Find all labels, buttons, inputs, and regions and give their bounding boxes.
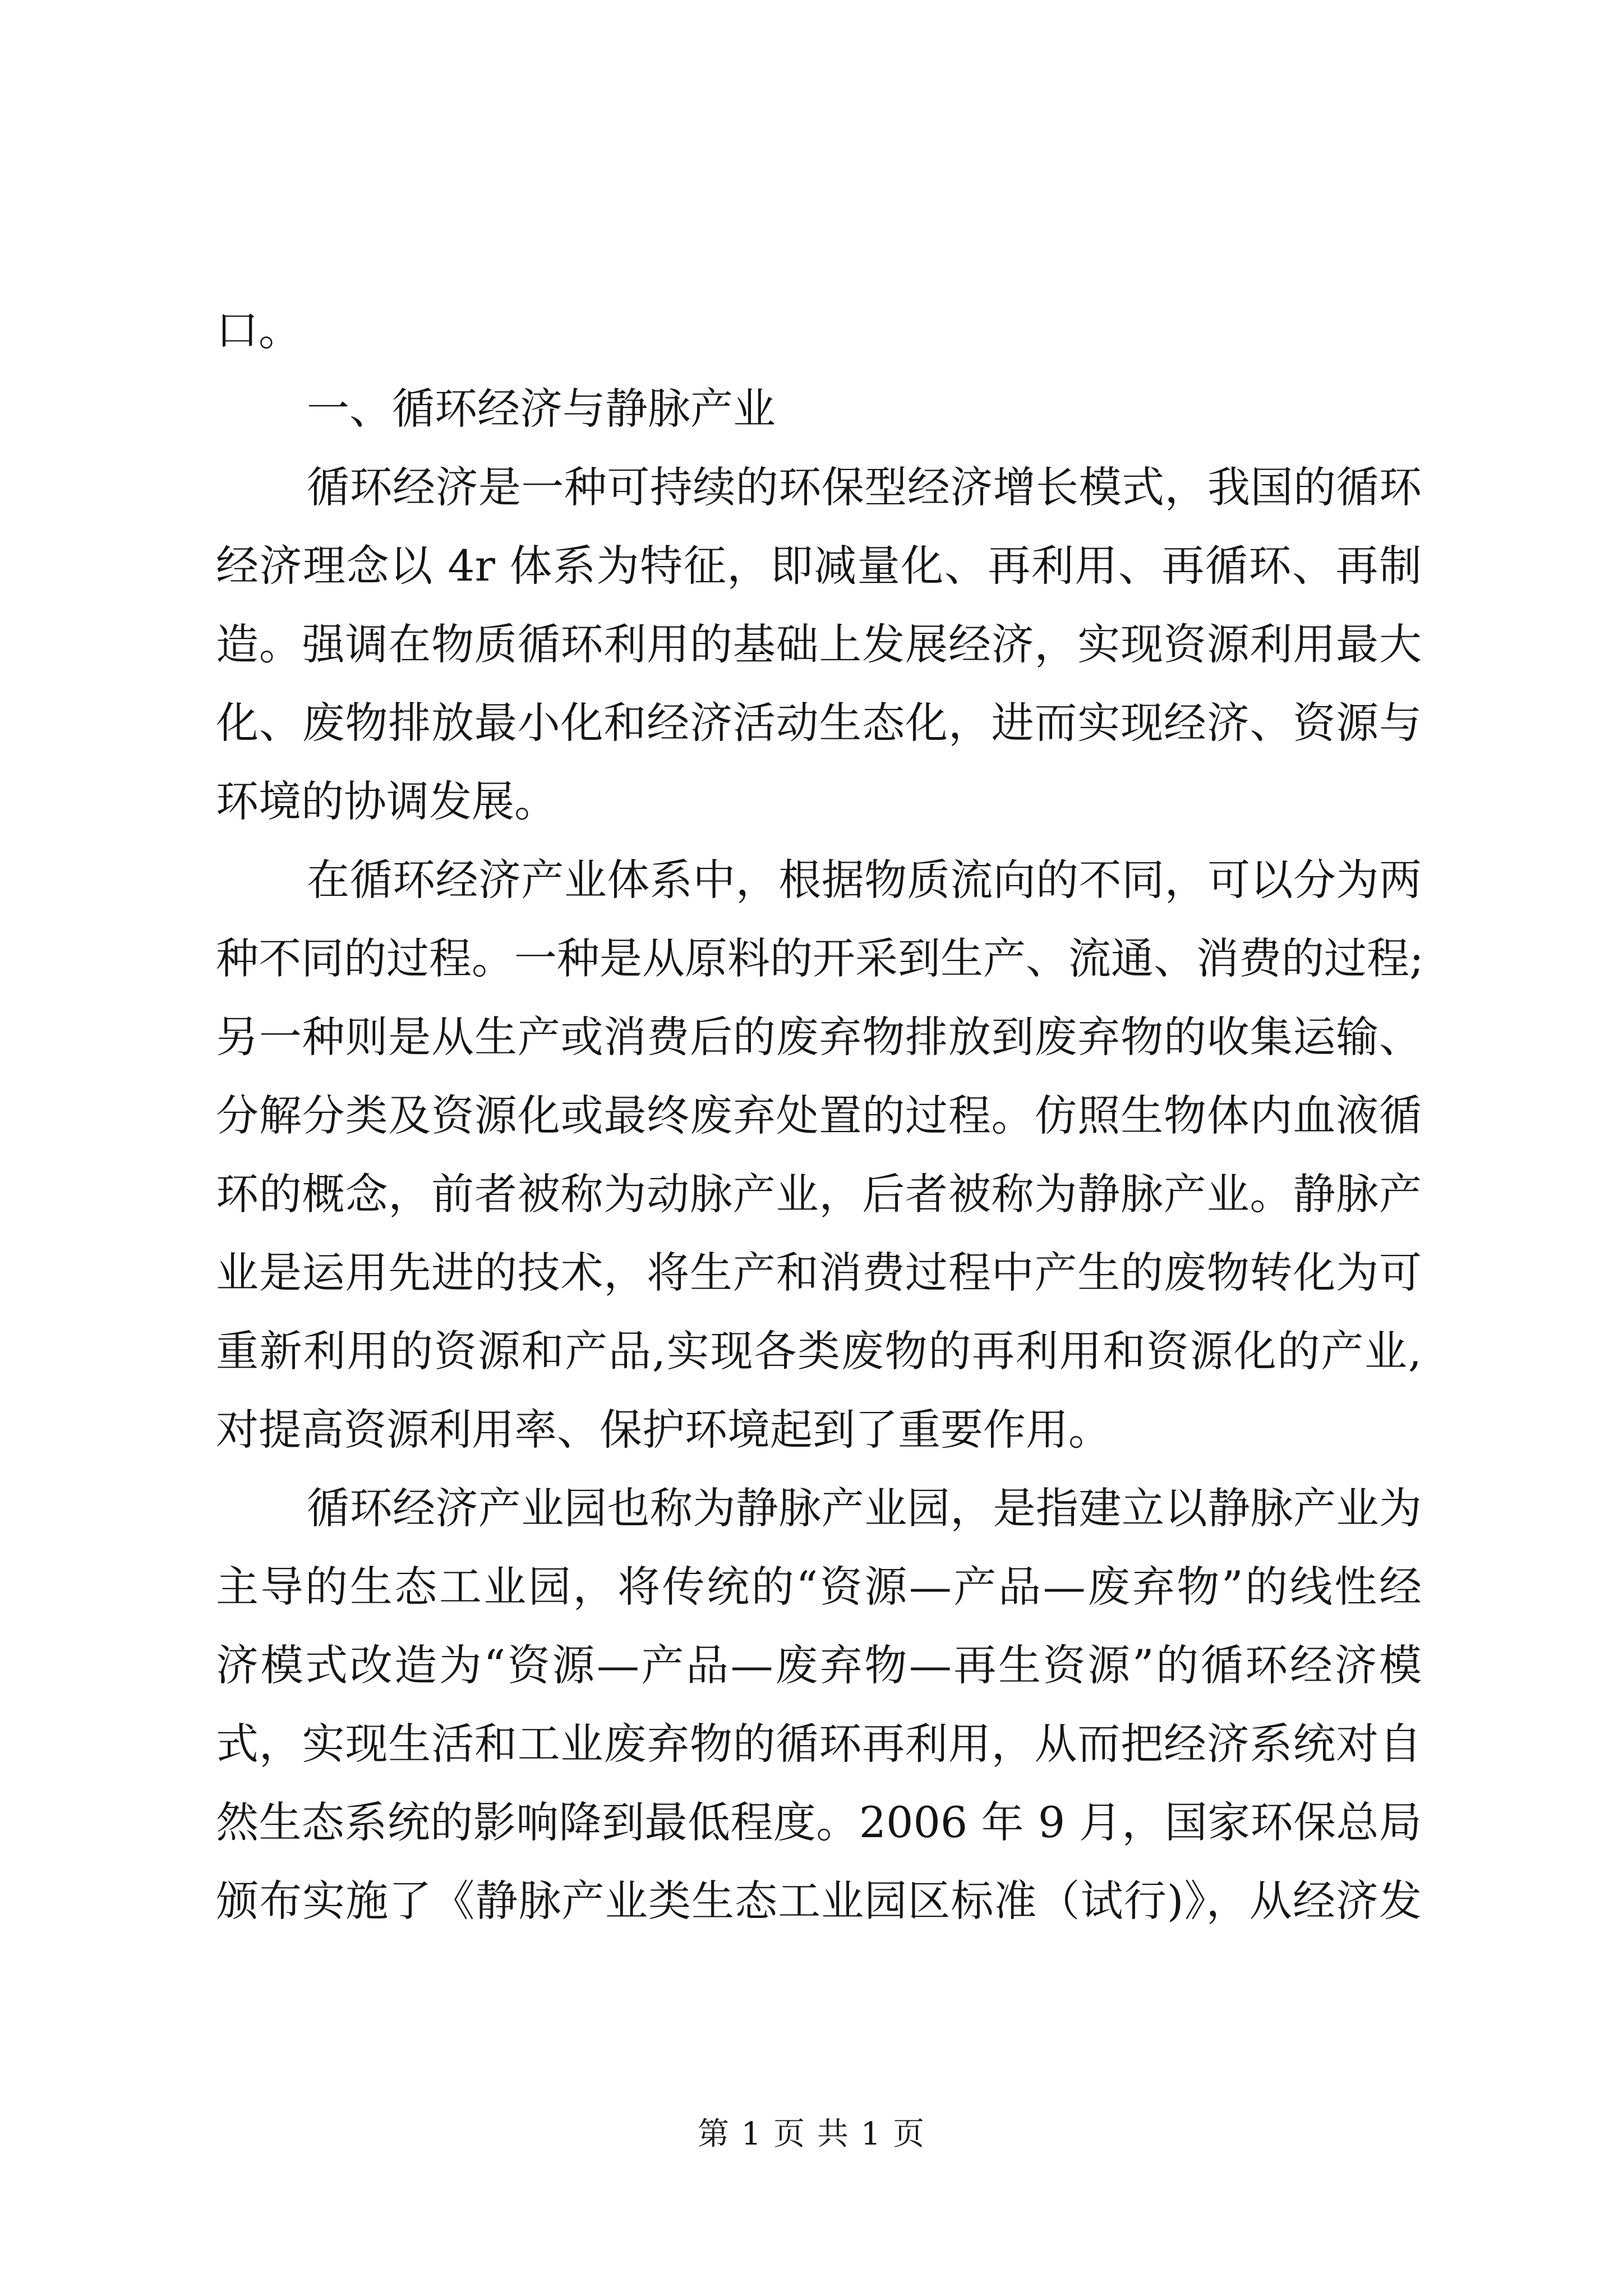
text-line: 循环经济产业园也称为静脉产业园，是指建立以静脉产业为 [307, 1483, 1422, 1533]
text-line: 对提高资源利用率、保护环境起到了重要作用。 [216, 1405, 1111, 1455]
document-body [216, 303, 1422, 1952]
text-line: 造。强调在物质循环利用的基础上发展经济，实现资源利用最大 [216, 619, 1422, 669]
text-line: 环境的协调发展。 [216, 776, 557, 826]
text-line: 种不同的过程。一种是从原料的开采到生产、流通、消费的过程; [216, 933, 1424, 983]
text-line: 口。 [216, 305, 301, 355]
text-line: 主导的生态工业园，将传统的“资源—产品—废弃物”的线性经 [216, 1562, 1422, 1612]
section-heading: 一、循环经济与静脉产业 [307, 384, 776, 434]
text-line: 循环经济是一种可持续的环保型经济增长模式，我国的循环 [307, 462, 1422, 512]
text-line: 化、废物排放最小化和经济活动生态化，进而实现经济、资源与 [216, 698, 1422, 748]
text-line: 环的概念，前者被称为动脉产业，后者被称为静脉产业。静脉产 [216, 1169, 1422, 1219]
page-footer: 第 1 页 共 1 页 [697, 2116, 926, 2152]
text-line: 济模式改造为“资源—产品—废弃物—再生资源”的循环经济模 [216, 1640, 1422, 1690]
text-line: 另一种则是从生产或消费后的废弃物排放到废弃物的收集运输、 [216, 1012, 1422, 1062]
text-line: 颁布实施了《静脉产业类生态工业园区标准（试行)》，从经济发 [216, 1876, 1422, 1926]
text-line: 然生态系统的影响降到最低程度。2006 年 9 月，国家环保总局 [216, 1797, 1422, 1847]
text-line: 经济理念以 4r 体系为特征，即减量化、再利用、再循环、再制 [216, 541, 1422, 591]
text-line: 分解分类及资源化或最终废弃处置的过程。仿照生物体内血液循 [216, 1091, 1422, 1140]
text-line: 在循环经济产业体系中，根据物质流向的不同，可以分为两 [307, 855, 1422, 905]
text-line: 业是运用先进的技术，将生产和消费过程中产生的废物转化为可 [216, 1248, 1422, 1297]
text-line: 重新利用的资源和产品,实现各类废物的再利用和资源化的产业, [216, 1326, 1422, 1376]
text-line: 式，实现生活和工业废弃物的循环再利用，从而把经济系统对自 [216, 1719, 1422, 1769]
